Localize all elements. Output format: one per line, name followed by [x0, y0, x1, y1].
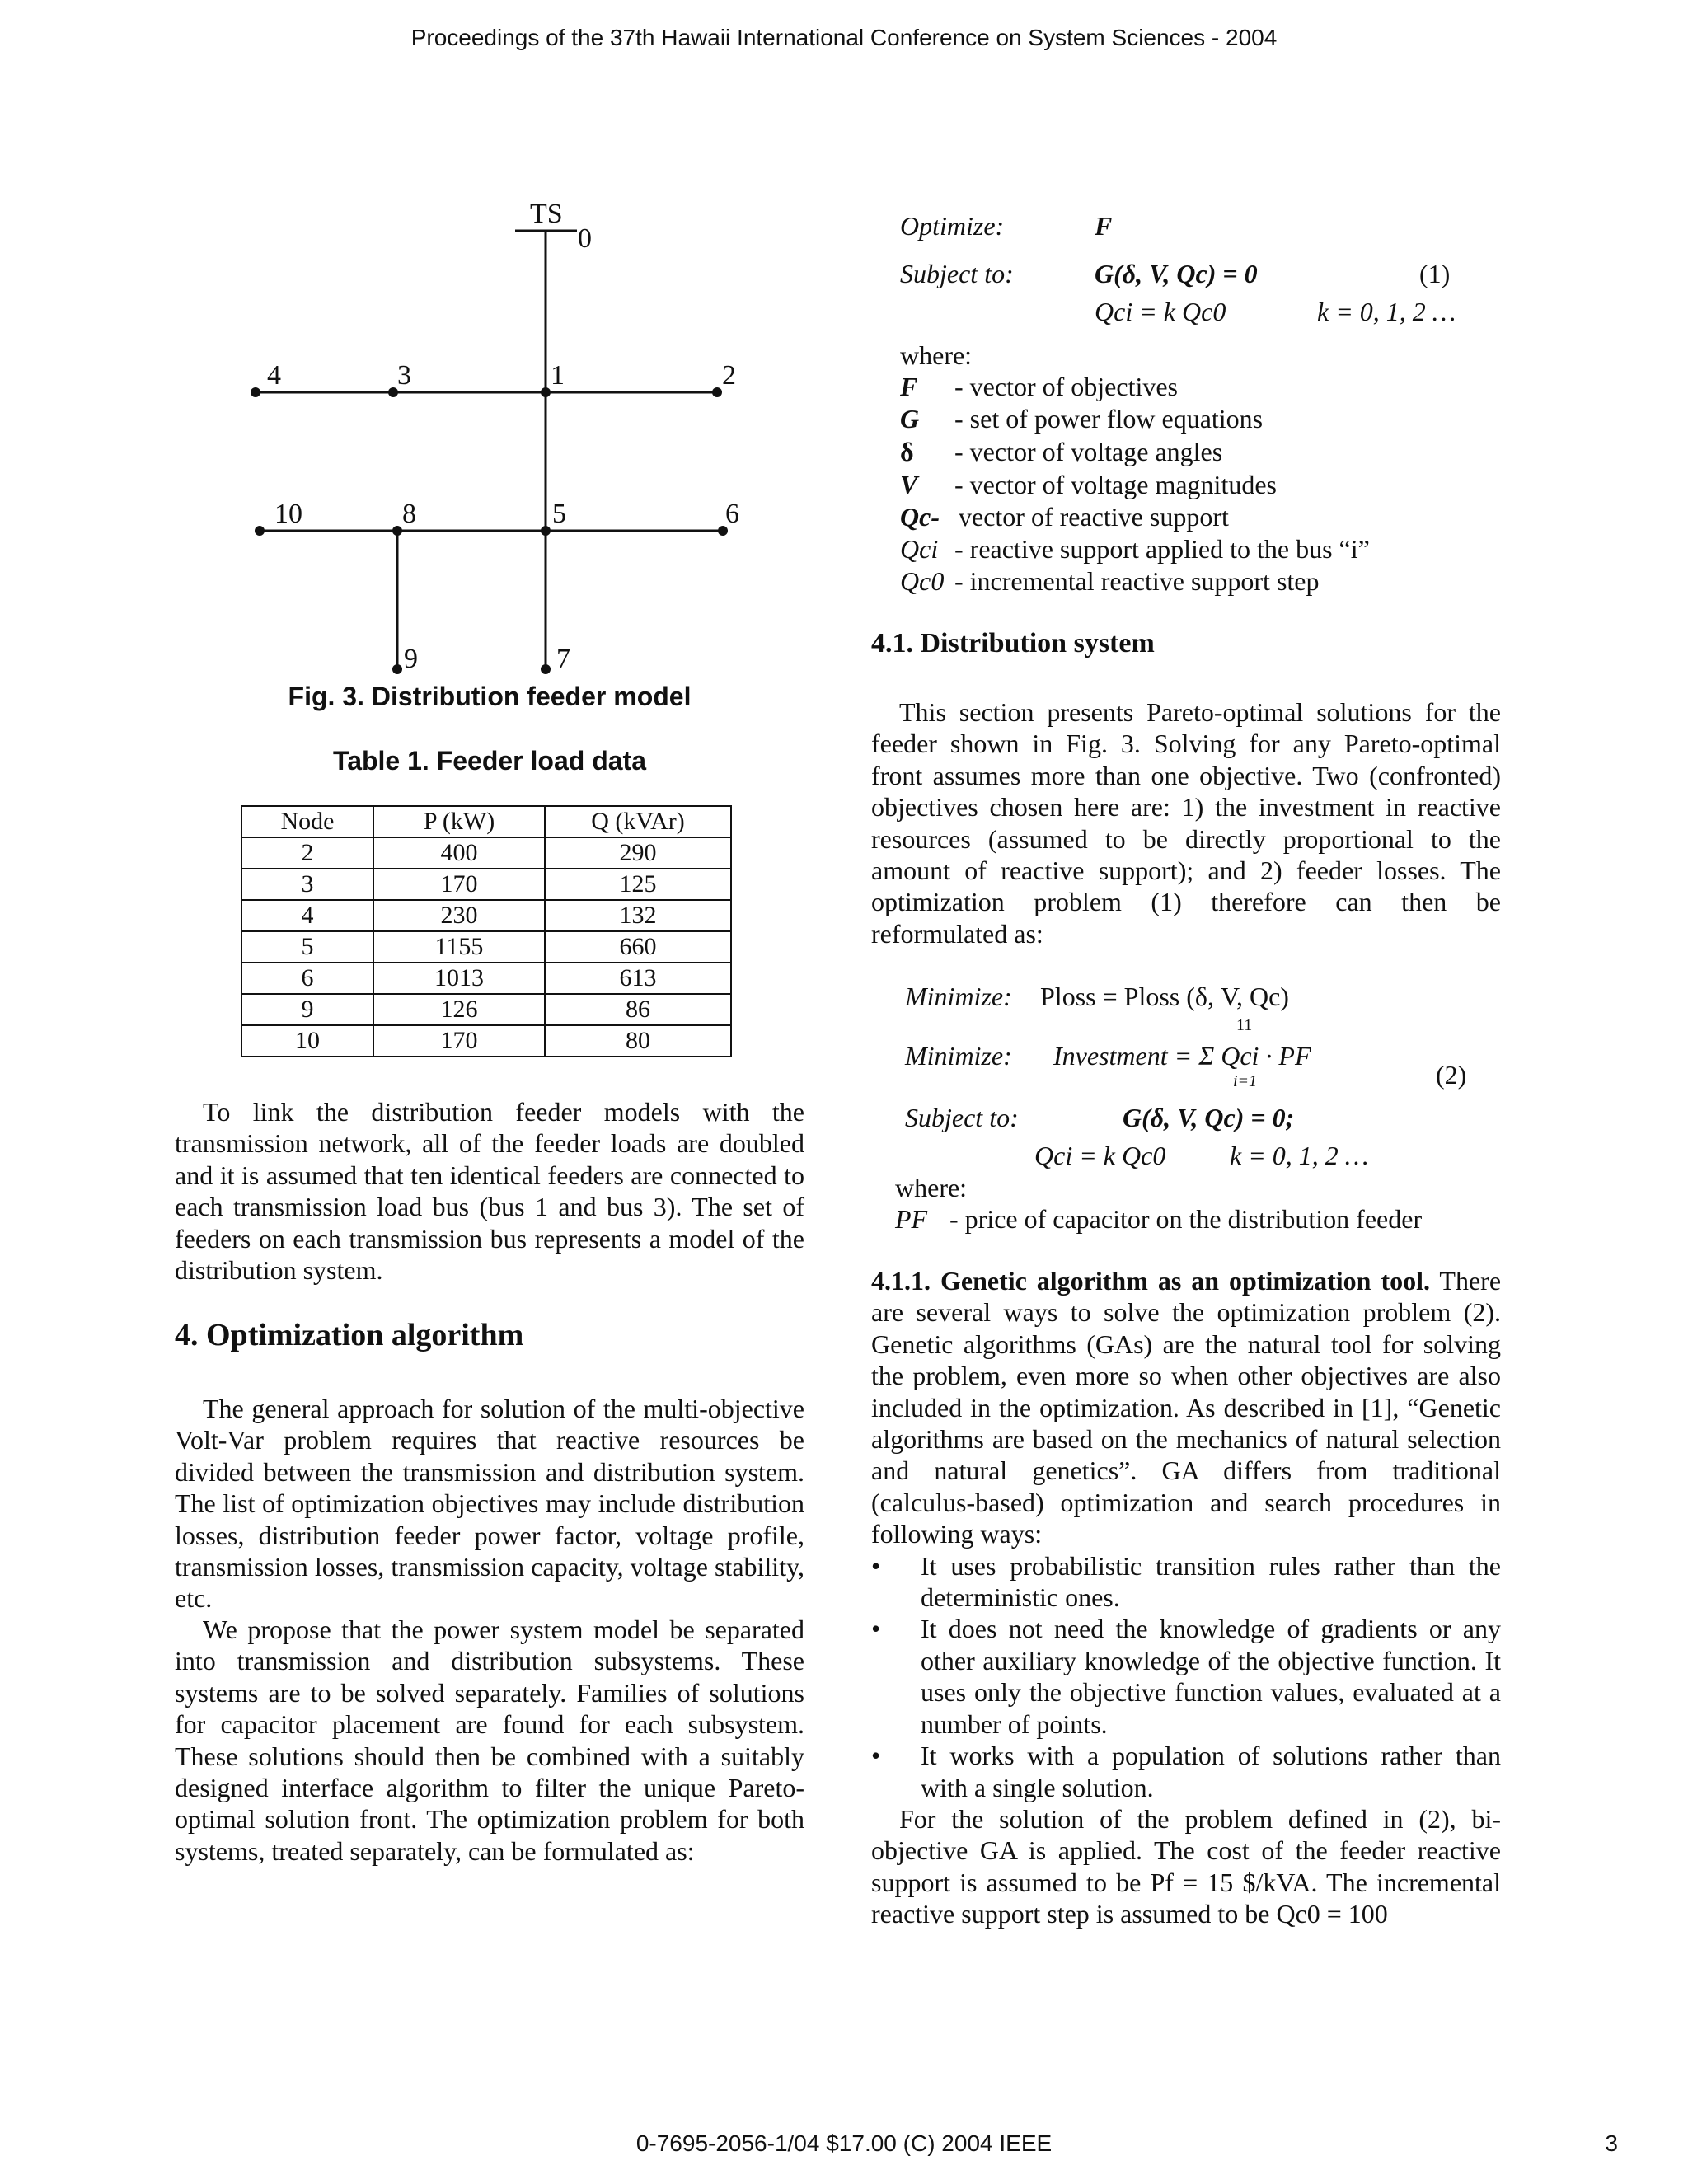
- where1-sym-Qc: Qc-: [900, 502, 940, 532]
- label-7: 7: [556, 644, 570, 674]
- node-4: [251, 387, 260, 397]
- eq1-optimize-label: Optimize:: [900, 211, 1005, 241]
- label-0: 0: [578, 223, 592, 254]
- eq1-constraint: G(δ, V, Qc) = 0: [1095, 259, 1258, 288]
- table-row: 4 230 132: [241, 900, 731, 931]
- col-node: Node: [241, 806, 373, 837]
- eq2-pf-sym: PF: [895, 1204, 928, 1234]
- list-item: • It does not need the knowledge of gradients or any other auxiliary knowledge of the objective function. It uses only the objective function values, evaluated at a number of points.: [871, 1614, 1501, 1739]
- eq2-min1-label: Minimize:: [905, 982, 1012, 1011]
- table-row: 9 126 86: [241, 994, 731, 1025]
- where1-desc-V: - vector of voltage magnitudes: [954, 470, 1277, 499]
- feeder-diagram: [0, 0, 824, 692]
- page-footer: 0-7695-2056-1/04 $17.00 (C) 2004 IEEE: [635, 2130, 1053, 2156]
- label-3: 3: [397, 360, 411, 391]
- eq1-k-values: k = 0, 1, 2 …: [1317, 297, 1456, 326]
- eq2-qci-line: Qci = k Qc0: [1034, 1141, 1166, 1170]
- table-row: 2 400 290: [241, 837, 731, 869]
- table-row: 10 170 80: [241, 1025, 731, 1057]
- section-4-1-title: 4.1. Distribution system: [871, 628, 1155, 658]
- eq2-min2-label: Minimize:: [905, 1041, 1012, 1071]
- where1-sym-Qc0: Qc0: [900, 566, 945, 596]
- figure-caption: Fig. 3. Distribution feeder model: [288, 682, 692, 711]
- where1-sym-V: V: [900, 470, 918, 499]
- eq2-number: (2): [1436, 1060, 1467, 1090]
- eq2-sum-upper: 11: [1236, 1016, 1253, 1034]
- where1-desc-Qci: - reactive support applied to the bus “i”: [954, 534, 1370, 564]
- section-4-1-1-final-para: For the solution of the problem defined in (2), bi-objective GA is applied. The cost of the feeder reactive support is assumed to be Pf = 15 $/kVA. The incremental reactive support step is assumed to be Qc0 = 100: [871, 1803, 1501, 1929]
- feeder-load-table: [241, 805, 732, 1057]
- where1-desc-F: - vector of objectives: [954, 372, 1178, 401]
- col-q: Q (kVAr): [545, 806, 731, 837]
- section-4-title: 4. Optimization algorithm: [175, 1318, 524, 1352]
- left-para-3: We propose that the power system model be separated into transmission and distribution subsystems. These systems are to be solved separately. Families of solutions for capacitor placement are found for each subsystem. These solutions should then be combined with a suitably designed interface algorithm to filter the unique Pareto-optimal solution front. The optimization problem for both systems, treated separately, can be formulated as:: [175, 1615, 804, 1866]
- where1-sym-F: F: [900, 372, 918, 401]
- node-9: [392, 664, 402, 674]
- label-9: 9: [404, 644, 418, 674]
- table-row: 6 1013 613: [241, 963, 731, 994]
- page-header: Proceedings of the 37th Hawaii International Conference on System Sciences - 2004: [410, 25, 1278, 50]
- where1-label: where:: [900, 340, 973, 370]
- label-1: 1: [551, 360, 565, 391]
- where1-desc-Qc: vector of reactive support: [959, 502, 1229, 532]
- node-7: [541, 664, 551, 674]
- eq1-optimize-value: F: [1095, 211, 1113, 241]
- node-8: [392, 526, 402, 536]
- table-header-row: [241, 806, 731, 837]
- node-2: [712, 387, 722, 397]
- table-row: 5 1155 660: [241, 931, 731, 963]
- left-para-2: The general approach for solution of the multi-objective Volt-Var problem requires that reactive resources be divided between the transmission and distribution system. The list of optimization objectives may include distribution losses, distribution feeder power factor, voltage profile, transmission losses, transmission capacity, voltage stability, etc.: [175, 1394, 804, 1614]
- where1-desc-G: - set of power flow equations: [954, 404, 1264, 434]
- page-number: 3: [1605, 2130, 1618, 2156]
- label-6: 6: [725, 499, 739, 529]
- section-4-1-1-title: 4.1.1. Genetic algorithm as an optimization tool.: [871, 1266, 1430, 1296]
- eq2-k-values: k = 0, 1, 2 …: [1230, 1141, 1369, 1170]
- where1-desc-Qc0: - incremental reactive support step: [954, 566, 1320, 596]
- where1-sym-delta: δ: [900, 437, 914, 466]
- eq1-number: (1): [1419, 259, 1451, 288]
- node-1: [541, 387, 551, 397]
- eq2-where-label: where:: [895, 1173, 968, 1202]
- label-10: 10: [274, 499, 302, 529]
- label-8: 8: [402, 499, 416, 529]
- eq1-qci-line: Qci = k Qc0: [1095, 297, 1226, 326]
- eq2-pf-desc: - price of capacitor on the distribution feeder: [950, 1204, 1423, 1234]
- left-para-1: To link the distribution feeder models with the transmission network, all of the feeder loads are doubled and it is assumed that ten identical feeders are connected to each transmission load bus (bus 1 and bus 3). The set of feeders on each transmission bus represents a model of the distribution system.: [175, 1097, 804, 1286]
- label-2: 2: [722, 360, 736, 391]
- node-10: [255, 526, 265, 536]
- table-caption: Table 1. Feeder load data: [333, 746, 646, 776]
- col-p: P (kW): [373, 806, 545, 837]
- section-4-1-1-para: There are several ways to solve the optimization problem (2). Genetic algorithms (GAs) are the natural tool for solving the problem, even more so when other objectives are also included in the optimization. As described in [1], “Genetic algorithms are based on the mechanics of natural selection and natural genetics”. GA differs from traditional (calculus-based) optimization and search procedures in following ways:: [871, 1266, 1502, 1549]
- eq2-min1-value: Ploss = Ploss (δ, V, Qc): [1040, 982, 1289, 1011]
- node-5: [541, 526, 551, 536]
- where1-sym-G: G: [900, 404, 920, 434]
- eq2-sum-lower: i=1: [1233, 1072, 1258, 1090]
- eq1-subject-label: Subject to:: [900, 259, 1014, 288]
- section-4-1-para: This section presents Pareto-optimal solutions for the feeder shown in Fig. 3. Solving for any Pareto-optimal front assumes more than one objective. Two (confronted) objectives chosen here are: 1) the investment in reactive resources (assumed to be directly proportional to the amount of reactive support); and 2) feeder losses. The optimization problem (1) therefore can then be reformulated as:: [871, 697, 1501, 949]
- table-row: 3 170 125: [241, 869, 731, 900]
- section-4-1-1: [871, 1265, 1501, 1930]
- where1-desc-delta: - vector of voltage angles: [954, 437, 1223, 466]
- eq2-min2-value: Investment = Σ Qci · PF: [1053, 1041, 1311, 1071]
- label-5: 5: [552, 499, 566, 529]
- where1-sym-Qci: Qci: [900, 534, 939, 564]
- label-4: 4: [267, 360, 281, 391]
- ga-bullet-list: [871, 1550, 1501, 1803]
- label-ts: TS: [530, 199, 563, 229]
- list-item: • It works with a population of solutions rather than with a single solution.: [871, 1741, 1501, 1802]
- list-item: • It uses probabilistic transition rules rather than the deterministic ones.: [871, 1550, 1501, 1613]
- eq2-constraint: G(δ, V, Qc) = 0;: [1123, 1103, 1295, 1132]
- eq2-subject-label: Subject to:: [905, 1103, 1019, 1132]
